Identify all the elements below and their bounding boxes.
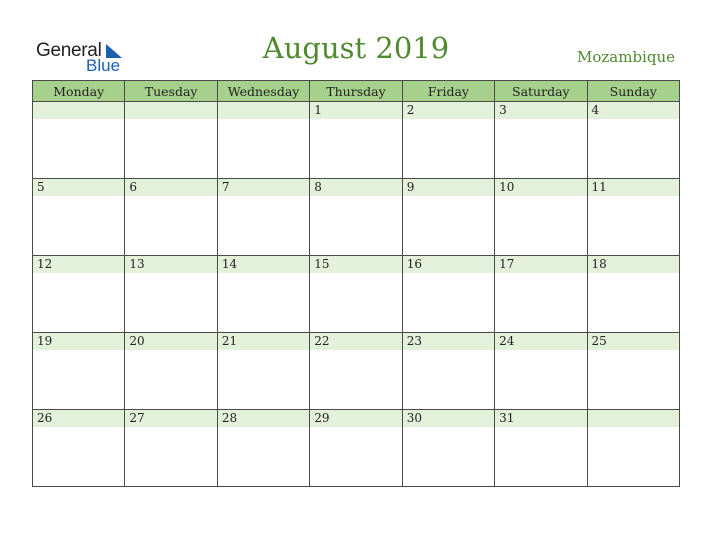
day-number: 6 [125, 179, 216, 196]
day-cell [33, 410, 125, 487]
day-cell [125, 333, 217, 410]
day-cell [125, 102, 217, 179]
day-cell [310, 102, 402, 179]
day-cell [402, 102, 494, 179]
day-number: 9 [403, 179, 494, 196]
calendar-title: August 2019 [262, 31, 450, 65]
day-number [125, 102, 216, 119]
day-number: 29 [310, 410, 401, 427]
day-number: 27 [125, 410, 216, 427]
day-number: 8 [310, 179, 401, 196]
day-cell [587, 102, 679, 179]
day-number: 10 [495, 179, 586, 196]
day-number: 16 [403, 256, 494, 273]
day-number: 26 [33, 410, 124, 427]
day-number: 3 [495, 102, 586, 119]
day-number: 4 [588, 102, 679, 119]
day-cell [125, 179, 217, 256]
day-cell [310, 333, 402, 410]
day-cell [587, 179, 679, 256]
day-cell [587, 333, 679, 410]
day-number: 15 [310, 256, 401, 273]
day-cell [310, 256, 402, 333]
day-cell [33, 256, 125, 333]
day-number: 13 [125, 256, 216, 273]
day-number: 25 [588, 333, 679, 350]
week-row [33, 102, 680, 179]
day-cell [217, 410, 309, 487]
day-number: 17 [495, 256, 586, 273]
day-cell [33, 179, 125, 256]
day-number: 12 [33, 256, 124, 273]
logo-text-blue: Blue [86, 56, 121, 75]
day-cell [217, 333, 309, 410]
day-number: 28 [218, 410, 309, 427]
day-number: 31 [495, 410, 586, 427]
day-number [588, 410, 679, 427]
day-cell [495, 333, 587, 410]
day-cell [217, 179, 309, 256]
day-number: 24 [495, 333, 586, 350]
day-cell [495, 410, 587, 487]
weekday-header: Saturday [495, 81, 587, 102]
day-cell [310, 179, 402, 256]
weekday-header: Monday [33, 81, 125, 102]
week-row [33, 179, 680, 256]
day-number: 21 [218, 333, 309, 350]
day-cell [587, 256, 679, 333]
day-cell [402, 179, 494, 256]
day-number: 23 [403, 333, 494, 350]
day-cell [495, 179, 587, 256]
week-row [33, 256, 680, 333]
day-cell [402, 410, 494, 487]
weekday-header: Wednesday [217, 81, 309, 102]
day-cell [587, 410, 679, 487]
day-number: 20 [125, 333, 216, 350]
day-number: 2 [403, 102, 494, 119]
weekday-header: Friday [402, 81, 494, 102]
day-number: 14 [218, 256, 309, 273]
calendar-grid [32, 80, 680, 487]
weekday-header: Thursday [310, 81, 402, 102]
day-cell [402, 333, 494, 410]
day-number [33, 102, 124, 119]
day-cell [217, 102, 309, 179]
day-cell [495, 102, 587, 179]
day-number: 18 [588, 256, 679, 273]
country-label: Mozambique [577, 48, 675, 66]
day-cell [125, 410, 217, 487]
day-number: 22 [310, 333, 401, 350]
day-cell [402, 256, 494, 333]
day-cell [33, 102, 125, 179]
day-number [218, 102, 309, 119]
day-number: 1 [310, 102, 401, 119]
day-cell [33, 333, 125, 410]
logo-text-general: General [36, 40, 102, 61]
day-number: 7 [218, 179, 309, 196]
weekday-header-row [33, 81, 680, 102]
day-cell [125, 256, 217, 333]
day-number: 5 [33, 179, 124, 196]
day-cell [495, 256, 587, 333]
week-row [33, 333, 680, 410]
week-row [33, 410, 680, 487]
day-cell [217, 256, 309, 333]
day-number: 30 [403, 410, 494, 427]
day-number: 19 [33, 333, 124, 350]
day-number: 11 [588, 179, 679, 196]
weekday-header: Tuesday [125, 81, 217, 102]
weekday-header: Sunday [587, 81, 679, 102]
day-cell [310, 410, 402, 487]
